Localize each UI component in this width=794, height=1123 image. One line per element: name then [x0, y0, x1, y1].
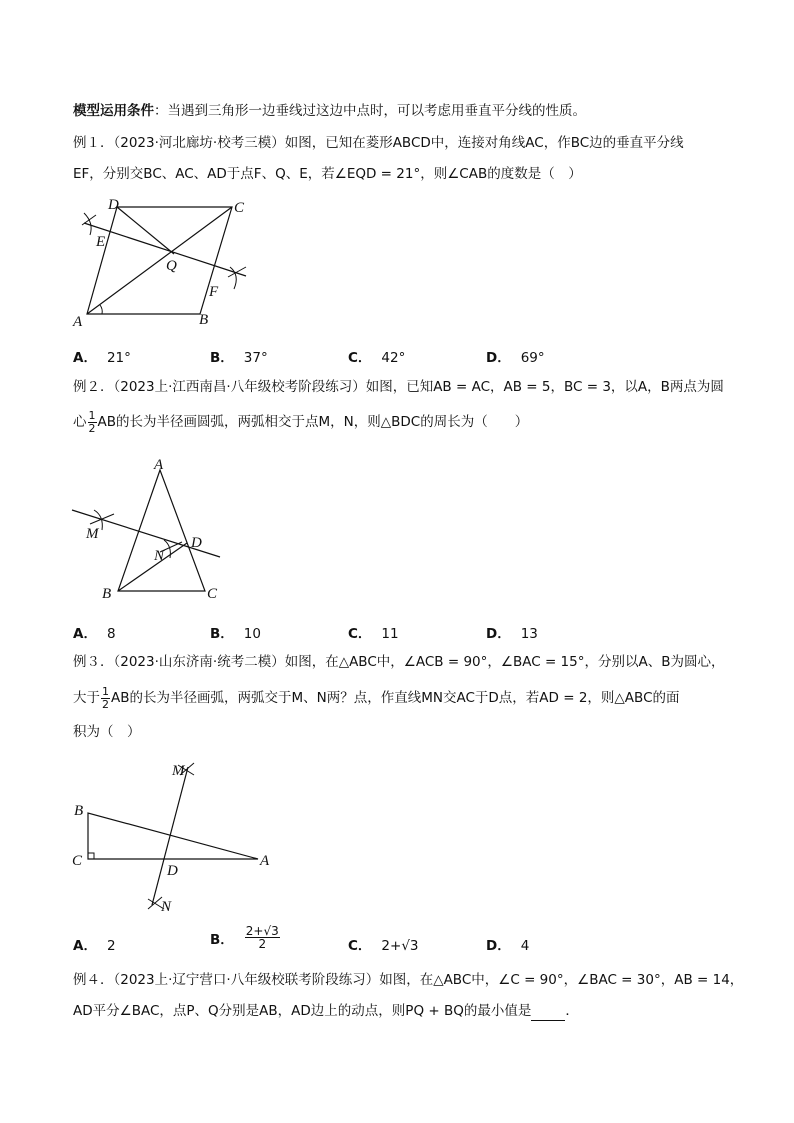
ex1-option-a[interactable]: A． 21° — [73, 350, 131, 366]
label-a: A — [154, 457, 164, 473]
ex4-line2: AD平分∠BAC，点P、Q分别是AB，AD边上的动点，则PQ + BQ的最小值是 ． — [73, 1003, 579, 1019]
answer-blank[interactable] — [531, 1006, 565, 1021]
intro-line — [73, 101, 586, 121]
right-angle-mark — [88, 853, 94, 859]
ex1-line2: EF，分别交BC、AC、AD于点F、Q、E，若∠EQD = 21°，则∠CAB的度数是（ ） — [73, 166, 582, 182]
ex2-line2: 心 $\frac{1}{2}$ AB的长为半径画圆弧，两弧相交于点M，N，则△BDC的周长为（ ） — [73, 408, 529, 435]
label-d: D — [108, 197, 119, 213]
ex4-line1: 例４．（2023上·辽宁营口·八年级校联考阶段练习）如图，在△ABC中，∠C = 90°，∠BAC = 30°，AB = 14， — [73, 972, 744, 988]
ex2-figure — [68, 450, 228, 605]
intro-label: 模型运用条件 — [73, 103, 154, 119]
label-d: D — [191, 535, 202, 551]
label-a: A — [73, 314, 83, 330]
label-b: B — [74, 803, 84, 819]
ex1-option-c[interactable]: C． 42° — [348, 350, 406, 366]
ex2-line1: 例２．（2023上·江西南昌·八年级校考阶段练习）如图，已知AB = AC，AB = 5，BC = 3，以A，B两点为圆 — [73, 379, 724, 395]
ex2-option-a[interactable]: A． 8 — [73, 626, 116, 642]
label-e: E — [96, 234, 106, 250]
ex2-option-c[interactable]: C． 11 — [348, 626, 399, 642]
segment-dq — [117, 207, 174, 254]
ex3-option-a[interactable]: A． 2 — [73, 938, 116, 954]
ex3-option-c[interactable]: C． 2+√3 — [348, 938, 419, 954]
ex1-option-b[interactable]: B． 37° — [210, 350, 268, 366]
ex3-option-b[interactable]: B． $\frac{2+√3}{2}$ — [210, 924, 279, 951]
label-m: M — [172, 763, 185, 779]
label-b: B — [102, 586, 112, 602]
intro-text: ：当遇到三角形一边垂线过这边中点时，可以考虑用垂直平分线的性质。 — [154, 103, 586, 119]
ex3-line3: 积为（ ） — [73, 724, 141, 740]
arc-mark — [230, 267, 236, 289]
label-q: Q — [166, 258, 177, 274]
label-m: M — [86, 526, 99, 542]
label-c: C — [72, 853, 83, 869]
segment-bd — [118, 543, 187, 591]
triangle-abc — [118, 470, 205, 591]
bisector-ef — [84, 223, 246, 276]
ex2-option-d[interactable]: D． 13 — [486, 626, 538, 642]
label-a: A — [260, 853, 270, 869]
label-c: C — [207, 586, 218, 602]
label-f: F — [209, 284, 219, 300]
fraction-half: $\frac{1}{2}$ — [102, 684, 109, 711]
ex3-figure — [68, 755, 283, 915]
label-n: N — [161, 899, 172, 915]
ex3-line1: 例３．（2023·山东济南·统考二模）如图，在△ABC中，∠ACB = 90°，∠BAC = 15°，分别以A、B为圆心， — [73, 654, 725, 670]
label-n: N — [154, 548, 165, 564]
ex3-line2: 大于 $\frac{1}{2}$ AB的长为半径画弧，两弧交于M、N两？点，作直线MN交AC于D点，若AD = 2，则△ABC的面 — [73, 684, 680, 711]
triangle-abc — [88, 813, 258, 859]
label-d: D — [167, 863, 178, 879]
fraction-half: $\frac{1}{2}$ — [88, 408, 96, 435]
ex1-option-d[interactable]: D． 69° — [486, 350, 545, 366]
ex1-line1: 例１．（2023·河北廊坊·校考三模）如图，已知在菱形ABCD中，连接对角线AC，作BC边的垂直平分线 — [73, 135, 684, 151]
label-c: C — [234, 200, 245, 216]
ex3-option-d[interactable]: D． 4 — [486, 938, 530, 954]
label-b: B — [199, 312, 209, 328]
ex1-figure — [70, 195, 260, 330]
line-mn — [152, 767, 188, 905]
ex2-option-b[interactable]: B． 10 — [210, 626, 261, 642]
